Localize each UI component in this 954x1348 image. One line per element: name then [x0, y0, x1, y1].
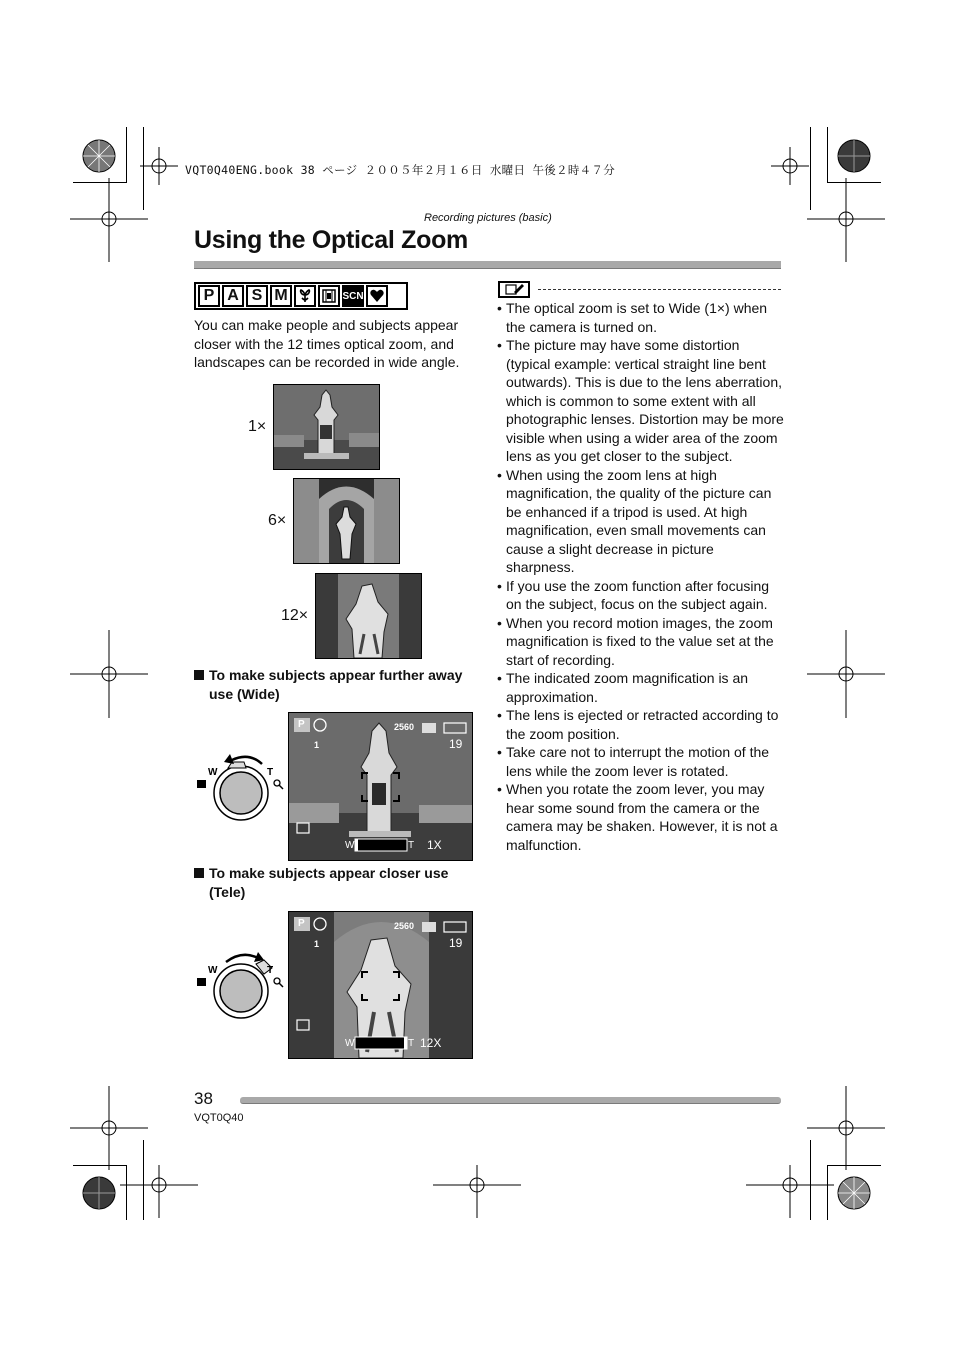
- bullet-square-icon: [194, 670, 204, 680]
- registration-target-icon: [433, 1165, 521, 1218]
- registration-target-icon: [120, 1165, 198, 1218]
- color-wheel-icon: [83, 1177, 115, 1209]
- registration-target-icon: [771, 147, 809, 185]
- zoom-6x-photo: [293, 478, 400, 564]
- registration-target-icon: [746, 1165, 834, 1218]
- lcd-wide-display: [288, 712, 473, 861]
- registration-target-icon: [70, 630, 148, 718]
- macro-mode-icon: [294, 285, 316, 307]
- notes-list: [497, 299, 785, 854]
- note-dashed-rule: [538, 289, 781, 290]
- mode-m: M: [270, 285, 292, 307]
- color-wheel-icon: [838, 140, 870, 172]
- title-underline: [194, 261, 781, 269]
- wide-heading: To make subjects appear further away use (Wide): [194, 666, 479, 703]
- print-header: VQT0Q40ENG.book 38 ページ ２００５年２月１６日 水曜日 午後２時４７分: [185, 163, 616, 177]
- note-item: • The picture may have some distortion (typical example: vertical straight line bent outwards). This is due to the lens aberration, which is common to some extent with all photographic lenses. Distortion may be more visible when using a wider area of the zoom lens as you get closer to the subject.: [497, 336, 785, 466]
- mode-p: P: [198, 285, 220, 307]
- lcd-stabilizer: 1: [314, 740, 320, 750]
- note-icon: [498, 281, 530, 298]
- lcd-tele-display: [288, 911, 473, 1059]
- lcd-resolution: 2560: [394, 722, 415, 732]
- color-wheel-icon: [838, 1177, 870, 1209]
- note-item: • Take care not to interrupt the motion of the lens while the zoom lever is rotated.: [497, 743, 785, 780]
- zoom-6x-label: 6×: [268, 512, 287, 529]
- zoom-position-marker: [404, 1037, 407, 1049]
- note-item: • If you use the zoom function after focusing on the subject, focus on the subject again.: [497, 577, 785, 614]
- registration-target-icon: [70, 178, 148, 262]
- applicable-modes: [194, 282, 408, 310]
- lcd-zoom-w: W: [345, 840, 355, 851]
- lcd-mode: P: [298, 719, 305, 730]
- zoom-lever-tele-icon: [194, 948, 290, 1028]
- registration-target-icon: [807, 1086, 885, 1170]
- note-item: • The indicated zoom magnification is an approximation.: [497, 669, 785, 706]
- lcd-zoom-value: 1X: [427, 838, 442, 852]
- registration-target-icon: [807, 630, 885, 718]
- lcd-zoom-w: W: [345, 1038, 355, 1049]
- zoom-lever-wide-icon: [194, 750, 290, 830]
- lever-t-label: T: [267, 965, 274, 976]
- zoom-position-marker: [355, 839, 358, 851]
- page-title: Using the Optical Zoom: [194, 226, 468, 254]
- lever-w-label: W: [208, 965, 218, 976]
- color-wheel-icon: [83, 140, 115, 172]
- model-code: VQT0Q40: [194, 1112, 244, 1124]
- lcd-shots-remaining: 19: [449, 936, 463, 950]
- note-item: • When using the zoom lens at high magnification, the quality of the picture can be enhanced if a tripod is used. At high magnification, even small movements can cause a slight decrease in picture sharpness.: [497, 466, 785, 577]
- section-label: Recording pictures (basic): [424, 212, 552, 224]
- mode-s: S: [246, 285, 268, 307]
- lcd-zoom-t: T: [408, 840, 415, 851]
- lcd-shots-remaining: 19: [449, 737, 463, 751]
- intro-text: You can make people and subjects appear closer with the 12 times optical zoom, and landscapes can be recorded in wide angle.: [194, 317, 460, 370]
- lcd-resolution: 2560: [394, 921, 415, 931]
- mode-scn: SCN: [342, 285, 364, 307]
- note-item: • The lens is ejected or retracted according to the zoom position.: [497, 706, 785, 743]
- note-item: • The optical zoom is set to Wide (1×) when the camera is turned on.: [497, 299, 785, 336]
- lever-t-label: T: [267, 767, 274, 778]
- lcd-stabilizer: 1: [314, 939, 320, 949]
- registration-target-icon: [807, 178, 885, 262]
- zoom-12x-label: 12×: [281, 607, 309, 624]
- lcd-zoom-t: T: [408, 1038, 415, 1049]
- tele-heading: To make subjects appear closer use (Tele): [194, 864, 479, 901]
- mode-a: A: [222, 285, 244, 307]
- page-number: 38: [194, 1089, 213, 1108]
- motion-picture-mode-icon: [318, 285, 340, 307]
- zoom-1x-label: 1×: [248, 418, 267, 435]
- zoom-1x-photo: [273, 384, 380, 470]
- bullet-square-icon: [194, 868, 204, 878]
- lcd-mode: P: [298, 918, 305, 929]
- registration-target-icon: [140, 147, 178, 185]
- lcd-zoom-value: 12X: [420, 1036, 442, 1050]
- registration-target-icon: [70, 1086, 148, 1170]
- heart-mode-icon: [366, 285, 388, 307]
- note-item: • When you rotate the zoom lever, you may hear some sound from the camera or the camera may be shaken. However, it is not a malfunction.: [497, 780, 785, 854]
- footer-rule: [240, 1097, 781, 1104]
- lever-w-label: W: [208, 767, 218, 778]
- note-item: • When you record motion images, the zoom magnification is fixed to the value set at the start of recording.: [497, 614, 785, 670]
- zoom-12x-photo: [315, 573, 422, 659]
